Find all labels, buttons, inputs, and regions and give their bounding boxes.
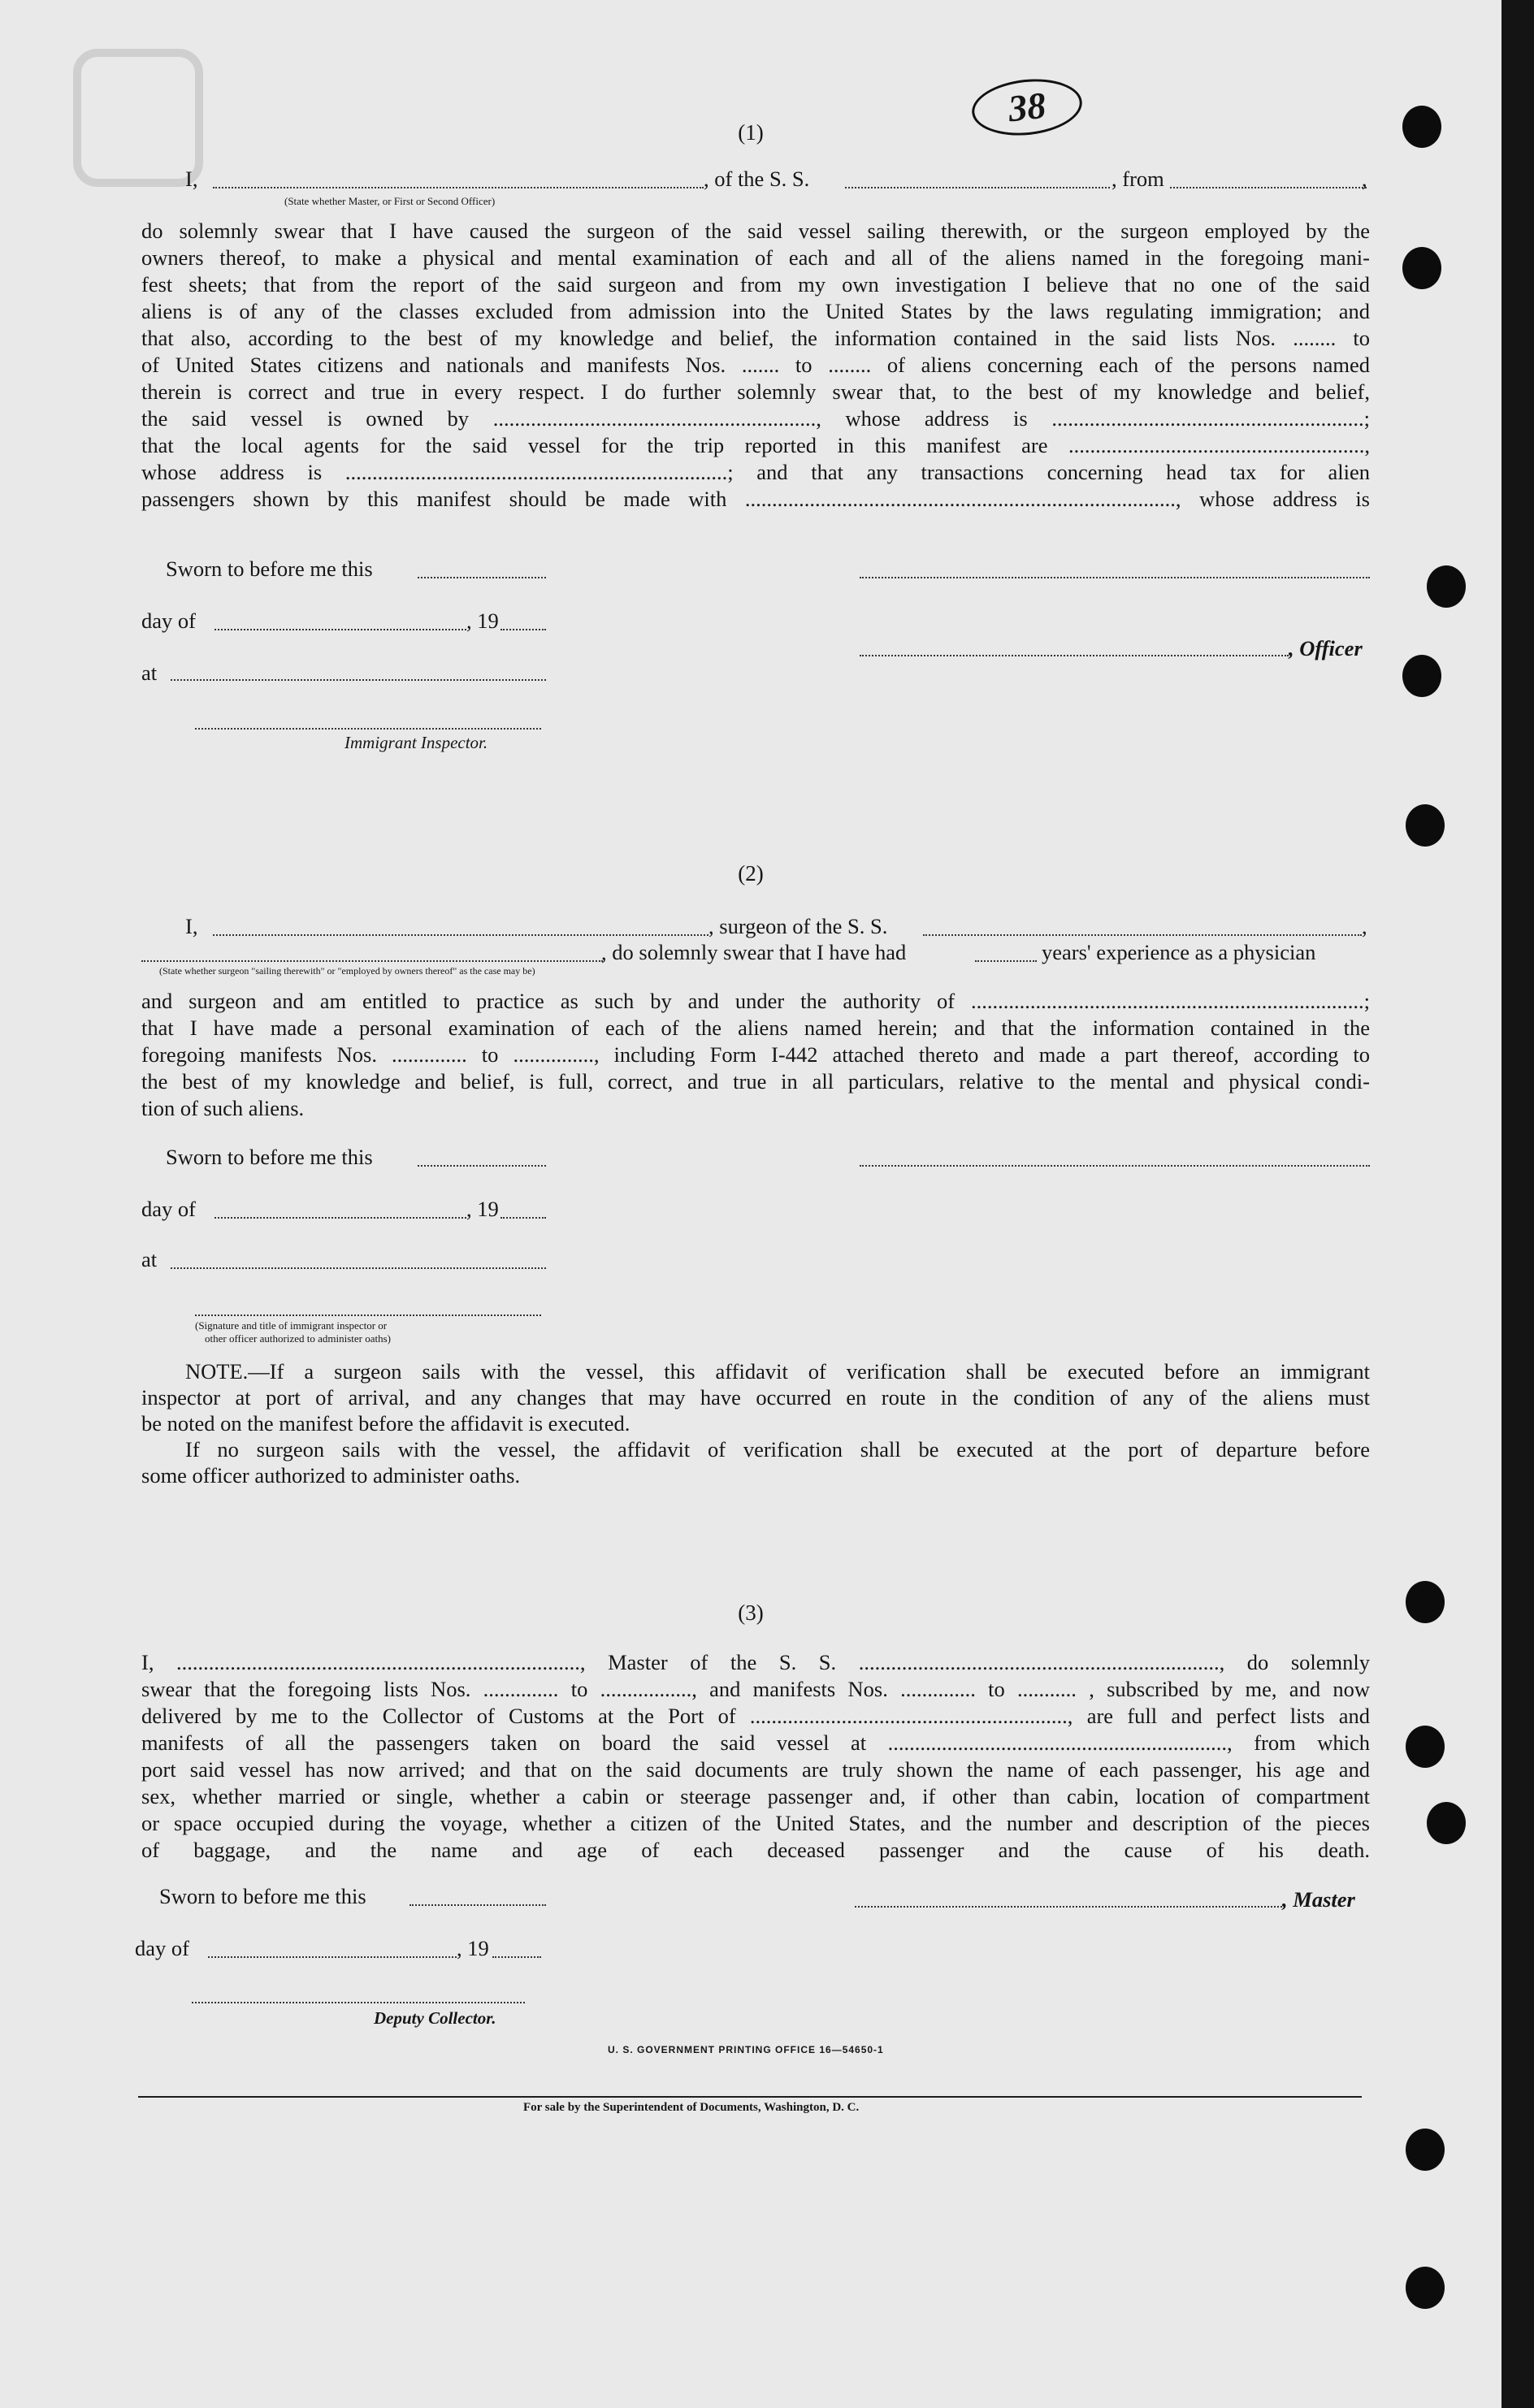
body-line: port said vessel has now arrived; and that on the said documents are truly shown the name of each passenger, his age and [141,1757,1370,1782]
body-line: that I have made a personal examination of each of the aliens named herein; and that the information contained in the [141,1016,1370,1040]
s2-swear: , do solemnly swear that I have had [601,940,907,964]
s3-day-field[interactable] [208,1956,457,1958]
body-line: fest sheets; that from the report of the said surgeon and from my own investigation I believe that no one of the said [141,272,1370,297]
punch-hole [1427,1802,1466,1844]
footer-rule [138,2096,1362,2098]
body-line: I, ..........................................................................., Master of the S. S. ..................................................................., do solemnly [141,1650,1370,1674]
body-line: manifests of all the passengers taken on board the said vessel at ..............................................................., from which [141,1730,1370,1755]
s2-at-field[interactable] [171,1267,546,1269]
body-line: some officer authorized to administer oaths. [141,1463,521,1488]
body-line: If no surgeon sails with the vessel, the affidavit of verification shall be executed at the port of departure before [185,1437,1370,1462]
s1-day-field[interactable] [214,629,466,630]
s1-at: at [141,660,158,685]
ship-name-field[interactable] [845,187,1110,188]
s1-officer-signature-2[interactable] [860,655,1289,656]
punch-hole [1406,1726,1445,1768]
body-line: tion of such aliens. [141,1096,305,1120]
punch-hole [1406,2267,1445,2309]
body-line: the said vessel is owned by ............................................................, whose address is ..........................................................; [141,406,1370,431]
body-line: be noted on the manifest before the affidavit is executed. [141,1411,630,1436]
s2-comma: , [1362,914,1367,938]
s2-day-field[interactable] [214,1217,466,1219]
s3-collector: Deputy Collector. [374,2008,496,2028]
punch-hole [1402,655,1441,697]
s2-i: I, [185,914,198,938]
s1-i: I, [185,167,198,191]
section-2-heading: (2) [738,861,764,886]
section-3-heading: (3) [738,1600,764,1625]
body-line: of baggage, and the name and age of each deceased passenger and the cause of his death. [141,1838,1370,1862]
s1-of-ss: , of the S. S. [704,167,810,191]
body-line: inspector at port of arrival, and any changes that may have occurred en route in the condition of any of the aliens must [141,1385,1370,1410]
s2-ship-field[interactable] [923,934,1362,936]
s1-year-field[interactable] [500,629,546,630]
s3-sworn-field[interactable] [410,1904,546,1906]
s1-caption: (State whether Master, or First or Second Officer) [284,195,496,207]
punch-hole [1402,106,1441,148]
s1-day-of: day of [141,608,196,633]
s2-at: at [141,1247,158,1271]
s3-sworn: Sworn to before me this [159,1884,366,1908]
s1-from: , from [1112,167,1164,191]
body-line: sex, whether married or single, whether a cabin or steerage passenger and, if other than cabin, location of compartment [141,1784,1370,1808]
s2-sworn: Sworn to before me this [166,1145,373,1169]
body-line: that the local agents for the said vessel for the trip reported in this manifest are ......................................................., [141,433,1370,457]
s2-official-signature[interactable] [195,1314,541,1316]
s3-day-of: day of [135,1936,189,1960]
s2-caption: (State whether surgeon "sailing therewith" or "employed by owners thereof" as the case may be) [159,965,535,977]
body-line: therein is correct and true in every respect. I do further solemnly swear that, to the best of my knowledge and belief, [141,379,1370,404]
s1-at-field[interactable] [171,679,546,681]
body-line: swear that the foregoing lists Nos. .............. to ................., and manifests Nos. .............. to ........... , subscribed by me, and now [141,1677,1370,1701]
body-line: and surgeon and am entitled to practice as such by and under the authority of .........................................................................; [141,989,1370,1013]
body-line: whose address is .......................................................................; and that any transactions concerning head tax for alien [141,460,1370,484]
s2-surgeon-of: , surgeon of the S. S. [708,914,888,938]
s2-caption-a: (Signature and title of immigrant inspector or [195,1319,388,1332]
s3-master: , Master [1282,1887,1355,1912]
s2-sworn-field[interactable] [418,1165,546,1167]
s1-sworn-field[interactable] [418,577,546,578]
s3-master-signature[interactable] [855,1906,1282,1908]
body-line: or space occupied during the voyage, whether a citizen of the United States, and the number and description of the pieces [141,1811,1370,1835]
years-field[interactable] [975,960,1037,962]
for-sale-note: For sale by the Superintendent of Documents, Washington, D. C. [523,2101,860,2114]
s3-collector-signature[interactable] [192,2002,525,2003]
printing-office: U. S. GOVERNMENT PRINTING OFFICE 16—54650-1 [608,2044,884,2055]
body-line: NOTE.—If a surgeon sails with the vessel, this affidavit of verification shall be executed before an immigrant [185,1359,1370,1384]
s1-nineteen: , 19 [466,608,499,633]
section-1-heading: (1) [738,120,764,145]
punch-hole [1406,804,1445,847]
bleed-through-mark [73,49,203,187]
body-line: of United States citizens and nationals and manifests Nos. ....... to ........ of aliens concerning each of the persons named [141,353,1370,377]
surgeon-name-field[interactable] [213,934,708,936]
body-line: do solemnly swear that I have caused the surgeon of the said vessel sailing therewith, or the surgeon employed by the [141,219,1370,243]
body-line: owners thereof, to make a physical and mental examination of each and all of the aliens named in the foregoing mani- [141,245,1370,270]
punch-hole [1427,565,1466,608]
s2-year-field[interactable] [500,1217,546,1219]
s1-comma: , [1362,167,1367,191]
s2-years: years' experience as a physician [1042,940,1316,964]
s2-surgeon-signature[interactable] [860,1165,1370,1167]
body-line: aliens is of any of the classes excluded from admission into the United States by the laws regulating immigration; and [141,299,1370,323]
body-line: foregoing manifests Nos. .............. to ..............., including Form I-442 attached thereto and made a part thereof, according to [141,1042,1370,1067]
body-line: passengers shown by this manifest should be made with ................................................................................, whose address is [141,487,1370,511]
from-port-field[interactable] [1170,187,1367,188]
s2-day-of: day of [141,1197,196,1221]
body-line: the best of my knowledge and belief, is full, correct, and true in all particulars, relative to the mental and physical condi- [141,1069,1370,1094]
punch-hole [1406,2129,1445,2171]
s3-year-field[interactable] [492,1956,541,1958]
body-line: delivered by me to the Collector of Customs at the Port of ..........................................................., are full and perfect lists and [141,1704,1370,1728]
s2-caption-b: other officer authorized to administer oaths) [205,1332,391,1345]
punch-hole [1402,247,1441,289]
s3-nineteen: , 19 [457,1936,489,1960]
scan-edge [1502,0,1534,2408]
body-line: that also, according to the best of my knowledge and belief, the information contained in the said lists Nos. ........ to [141,326,1370,350]
s1-inspector: Immigrant Inspector. [344,733,488,752]
officer-rank-field[interactable] [213,187,704,188]
s1-sworn: Sworn to before me this [166,557,373,581]
page-number: 38 [1006,84,1048,130]
s1-officer: , Officer [1289,636,1363,660]
punch-hole [1406,1581,1445,1623]
surgeon-status-field[interactable] [141,960,603,962]
s2-nineteen: , 19 [466,1197,499,1221]
s1-officer-signature-1[interactable] [860,577,1370,578]
